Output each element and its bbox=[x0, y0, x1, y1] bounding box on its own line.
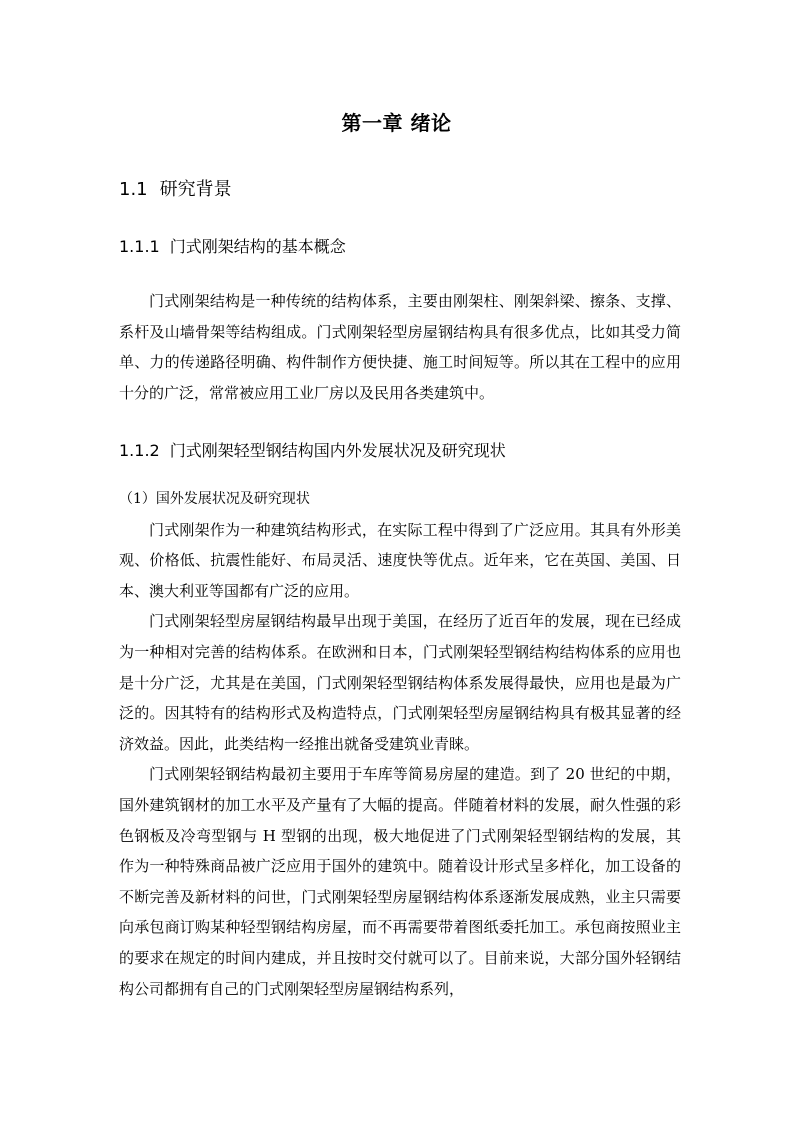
subsection-title: 门式刚架轻型钢结构国内外发展状况及研究现状 bbox=[169, 441, 506, 460]
paragraph: 门式刚架轻钢结构最初主要用于车库等简易房屋的建造。到了 20 世纪的中期，国外建筑钢材的加工水平及产量有了大幅的提高。伴随着材料的发展，耐久性强的彩色钢板及冷弯型钢与 H 型钢的出现，极大地促进了门式刚架轻型钢结构的发展，其作为一种特殊商品被广泛应用于国外的建筑中。随着设计形式呈多样化，加工设备的不断完善及新材料的问世，门式刚架轻型房屋钢结构体系逐渐发展成熟，业主只需要向承包商订购某种轻型钢结构房屋，而不再需要带着图纸委托加工。承包商按照业主的要求在规定的时间内建成，并且按时交付就可以了。目前来说，大部分国外轻钢结构公司都拥有自己的门式刚架轻型房屋钢结构系列， bbox=[119, 765, 681, 998]
paragraph: 门式刚架作为一种建筑结构形式，在实际工程中得到了广泛应用。其具有外形美观、价格低、抗震性能好、布局灵活、速度快等优点。近年来，它在英国、美国、日本、澳大利亚等国都有广泛的应用。 bbox=[119, 520, 681, 600]
subsection-body-1-1-2 bbox=[119, 484, 681, 1004]
paragraph: 门式刚架结构是一种传统的结构体系，主要由刚架柱、刚架斜梁、擦条、支撑、系杆及山墙骨架等结构组成。门式刚架轻型房屋钢结构具有很多优点，比如其受力简单、力的传递路径明确、构件制作方便快捷、施工时间短等。所以其在工程中的应用十分的广泛，常常被应用工业厂房以及民用各类建筑中。 bbox=[119, 292, 681, 402]
subsection-title: 门式刚架结构的基本概念 bbox=[169, 237, 346, 256]
subsection-number: 1.1.2 bbox=[119, 441, 160, 460]
section-heading bbox=[119, 178, 232, 202]
item-heading: （1）国外发展状况及研究现状 bbox=[119, 491, 310, 507]
subsection-heading-1-1-2 bbox=[119, 440, 506, 462]
subsection-number: 1.1.1 bbox=[119, 237, 160, 256]
subsection-heading-1-1-1 bbox=[119, 236, 346, 258]
section-title: 研究背景 bbox=[159, 179, 232, 200]
chapter-title: 第一章 绪论 bbox=[341, 111, 452, 135]
subsection-body-1-1-1 bbox=[119, 286, 681, 408]
section-number: 1.1 bbox=[119, 179, 148, 200]
paragraph: 门式刚架轻型房屋钢结构最早出现于美国，在经历了近百年的发展，现在已经成为一种相对完善的结构体系。在欧洲和日本，门式刚架轻型钢结构结构体系的应用也是十分广泛，尤其是在美国，门式刚架轻型钢结构体系发展得最快，应用也是最为广泛的。因其特有的结构形式及构造特点，门式刚架轻型房屋钢结构具有极其显著的经济效益。因此，此类结构一经推出就备受建筑业青睐。 bbox=[119, 612, 681, 753]
